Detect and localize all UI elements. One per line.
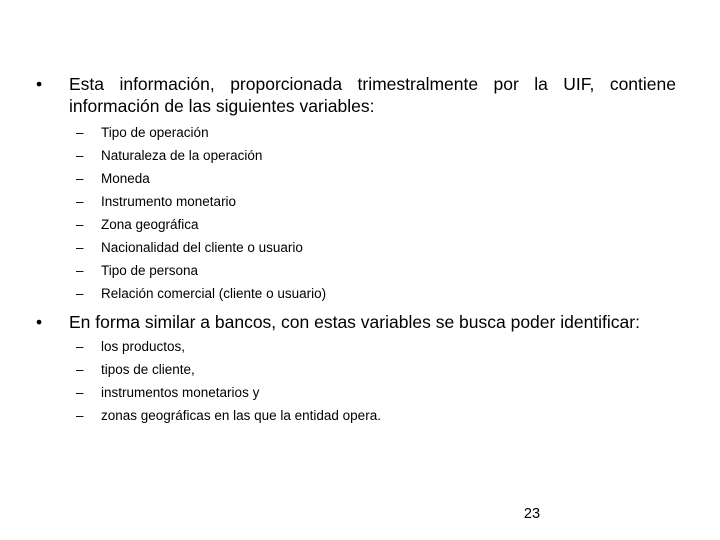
list-item xyxy=(76,213,676,236)
list-item xyxy=(76,335,676,358)
list-item-text: Instrumento monetario xyxy=(101,194,237,209)
dash-marker: – xyxy=(76,240,84,255)
list-item-text: Tipo de persona xyxy=(101,263,199,278)
bullet-2-text: En forma similar a bancos, con estas variables se busca poder identificar: xyxy=(69,312,640,332)
dash-marker: – xyxy=(76,217,84,232)
dash-marker: – xyxy=(76,339,84,354)
list-item-text: tipos de cliente, xyxy=(101,362,195,377)
list-item xyxy=(76,121,676,144)
list-item-text: Relación comercial (cliente o usuario) xyxy=(101,286,327,301)
dash-marker: – xyxy=(76,148,84,163)
list-item-text: Nacionalidad del cliente o usuario xyxy=(101,240,303,255)
dash-marker: – xyxy=(76,263,84,278)
list-item xyxy=(76,144,676,167)
list-item-text: zonas geográficas en las que la entidad opera. xyxy=(101,408,381,423)
bullet-2 xyxy=(36,311,676,335)
objectives-list xyxy=(76,335,676,427)
list-item xyxy=(76,167,676,190)
list-item-text: Tipo de operación xyxy=(101,125,209,140)
list-item xyxy=(76,190,676,213)
list-item xyxy=(76,259,676,282)
list-item xyxy=(76,282,676,305)
list-item xyxy=(76,236,676,259)
page-number: 23 xyxy=(523,506,541,522)
bullet-1 xyxy=(36,73,676,119)
dash-marker: – xyxy=(76,171,84,186)
dash-marker: – xyxy=(76,385,84,400)
list-item-text: instrumentos monetarios y xyxy=(101,385,260,400)
list-item xyxy=(76,358,676,381)
dash-marker: – xyxy=(76,408,84,423)
list-item xyxy=(76,381,676,404)
dash-marker: – xyxy=(76,194,84,209)
list-item-text: Zona geográfica xyxy=(101,217,199,232)
list-item-text: Naturaleza de la operación xyxy=(101,148,263,163)
dash-marker: – xyxy=(76,362,84,377)
variables-list xyxy=(76,121,676,305)
list-item xyxy=(76,404,676,427)
bullet-marker: • xyxy=(36,74,43,94)
bullet-marker: • xyxy=(36,312,43,332)
bullet-1-text: Esta información, proporcionada trimestralmente por la UIF, contiene información de las siguientes variables: xyxy=(69,74,676,116)
dash-marker: – xyxy=(76,125,84,140)
dash-marker: – xyxy=(76,286,84,301)
list-item-text: los productos, xyxy=(101,339,186,354)
list-item-text: Moneda xyxy=(101,171,150,186)
